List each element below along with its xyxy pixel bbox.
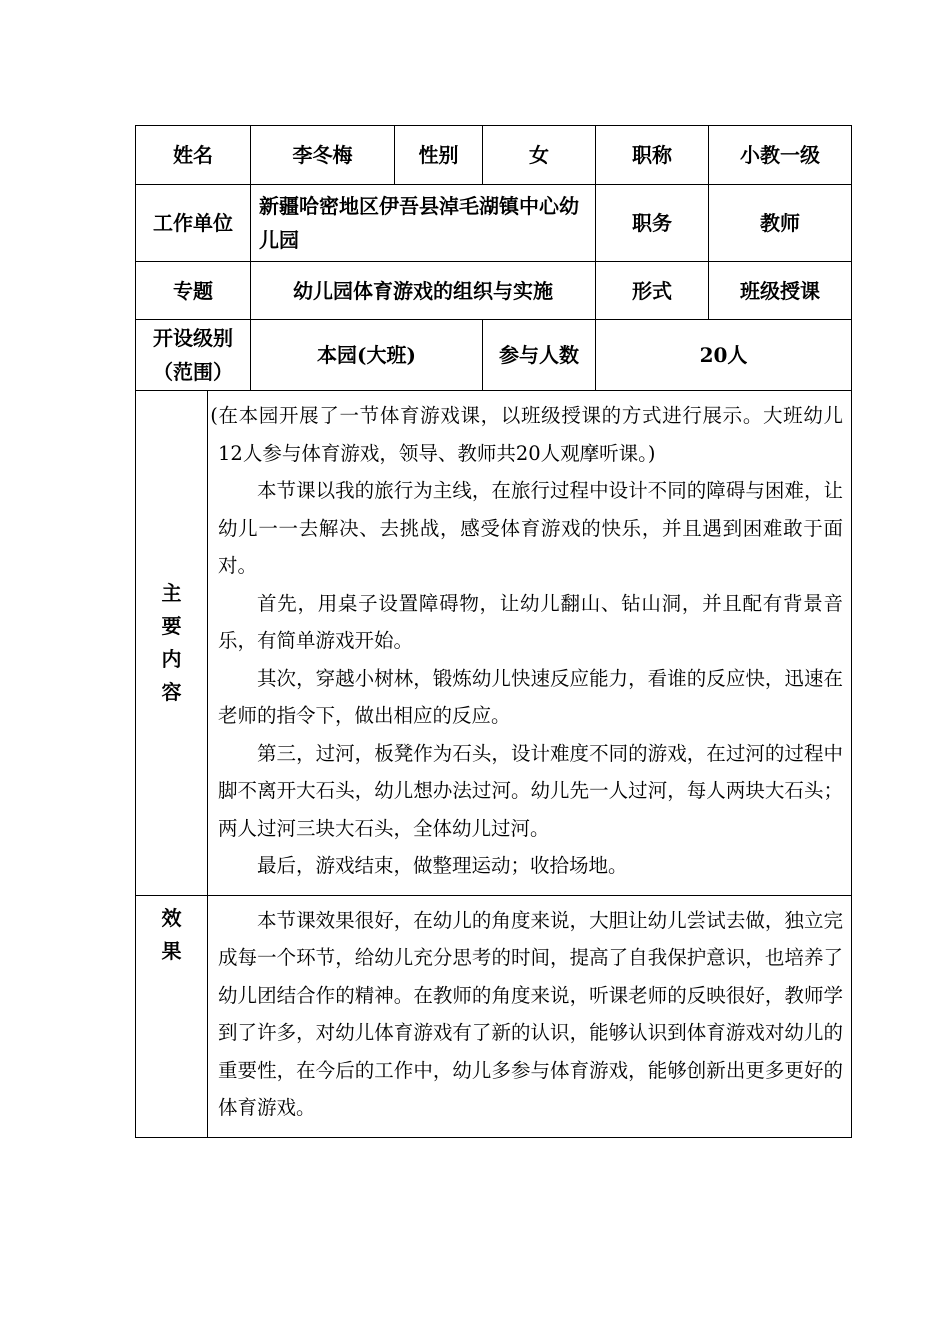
- row-unit: [136, 185, 852, 262]
- effect-label: [136, 895, 208, 1137]
- content-body: [208, 391, 852, 896]
- effect-label-char: 果: [161, 938, 182, 963]
- content-label-char: 要: [161, 613, 182, 638]
- effect-paragraph: 本节课效果很好，在幼儿的角度来说，大胆让幼儿尝试去做，独立完成每一个环节，给幼儿充分思考的时间，提高了自我保护意识，也培养了幼儿团结合作的精神。在教师的角度来说，听课老师的反映很好，教师学到了许多，对幼儿体育游戏有了新的认识，能够认识到体育游戏对幼儿的重要性，在今后的工作中，幼儿多参与体育游戏，能够创新出更多更好的体育游戏。: [218, 908, 843, 1119]
- row-content: [136, 391, 852, 896]
- effect-body: [208, 895, 852, 1137]
- content-paragraph: 最后，游戏结束，做整理运动；收拾场地。: [257, 854, 628, 877]
- participants-value: 20人: [596, 320, 852, 391]
- gender-label: 性别: [395, 126, 483, 185]
- form-label: 形式: [596, 262, 709, 320]
- name-value: 李冬梅: [251, 126, 395, 185]
- unit-value: 新疆哈密地区伊吾县淖毛湖镇中心幼儿园: [251, 185, 596, 262]
- report-form: [135, 125, 851, 1138]
- content-label: [136, 391, 208, 896]
- content-paragraph: 首先，用桌子设置障碍物，让幼儿翻山、钻山洞，并且配有背景音乐，有简单游戏开始。: [218, 591, 843, 652]
- content-paragraph: (在本园开展了一节体育游戏课，以班级授课的方式进行展示。大班幼儿12人参与体育游戏，领导、教师共20人观摩听课。): [210, 404, 843, 465]
- row-topic: [136, 262, 852, 320]
- level-value: 本园(大班): [251, 320, 483, 391]
- content-paragraph: 第三，过河，板凳作为石头，设计难度不同的游戏，在过河的过程中脚不离开大石头，幼儿想办法过河。幼儿先一人过河，每人两块大石头；两人过河三块大石头，全体幼儿过河。: [218, 741, 843, 840]
- form-value: 班级授课: [709, 262, 852, 320]
- position-value: 教师: [709, 185, 852, 262]
- position-label: 职务: [596, 185, 709, 262]
- level-label: [136, 320, 251, 391]
- level-label-line1: 开设级别: [153, 326, 233, 350]
- row-personal: [136, 126, 852, 185]
- topic-value: 幼儿园体育游戏的组织与实施: [251, 262, 596, 320]
- level-label-line2: （范围）: [153, 360, 233, 384]
- title-value: 小教一级: [709, 126, 852, 185]
- unit-label: 工作单位: [136, 185, 251, 262]
- gender-value: 女: [483, 126, 596, 185]
- topic-label: 专题: [136, 262, 251, 320]
- row-effect: [136, 895, 852, 1137]
- name-label: 姓名: [136, 126, 251, 185]
- title-label: 职称: [596, 126, 709, 185]
- content-label-char: 主: [161, 580, 182, 605]
- content-label-char: 容: [161, 679, 182, 704]
- effect-label-char: 效: [161, 905, 182, 930]
- row-level: [136, 320, 852, 391]
- participants-label: 参与人数: [483, 320, 596, 391]
- content-paragraph: 其次，穿越小树林，锻炼幼儿快速反应能力，看谁的反应快，迅速在老师的指令下，做出相应的反应。: [218, 666, 843, 727]
- form-table: [135, 125, 852, 1138]
- content-label-char: 内: [161, 646, 182, 671]
- content-paragraph: 本节课以我的旅行为主线，在旅行过程中设计不同的障碍与困难，让幼儿一一去解决、去挑战，感受体育游戏的快乐，并且遇到困难敢于面对。: [218, 479, 843, 577]
